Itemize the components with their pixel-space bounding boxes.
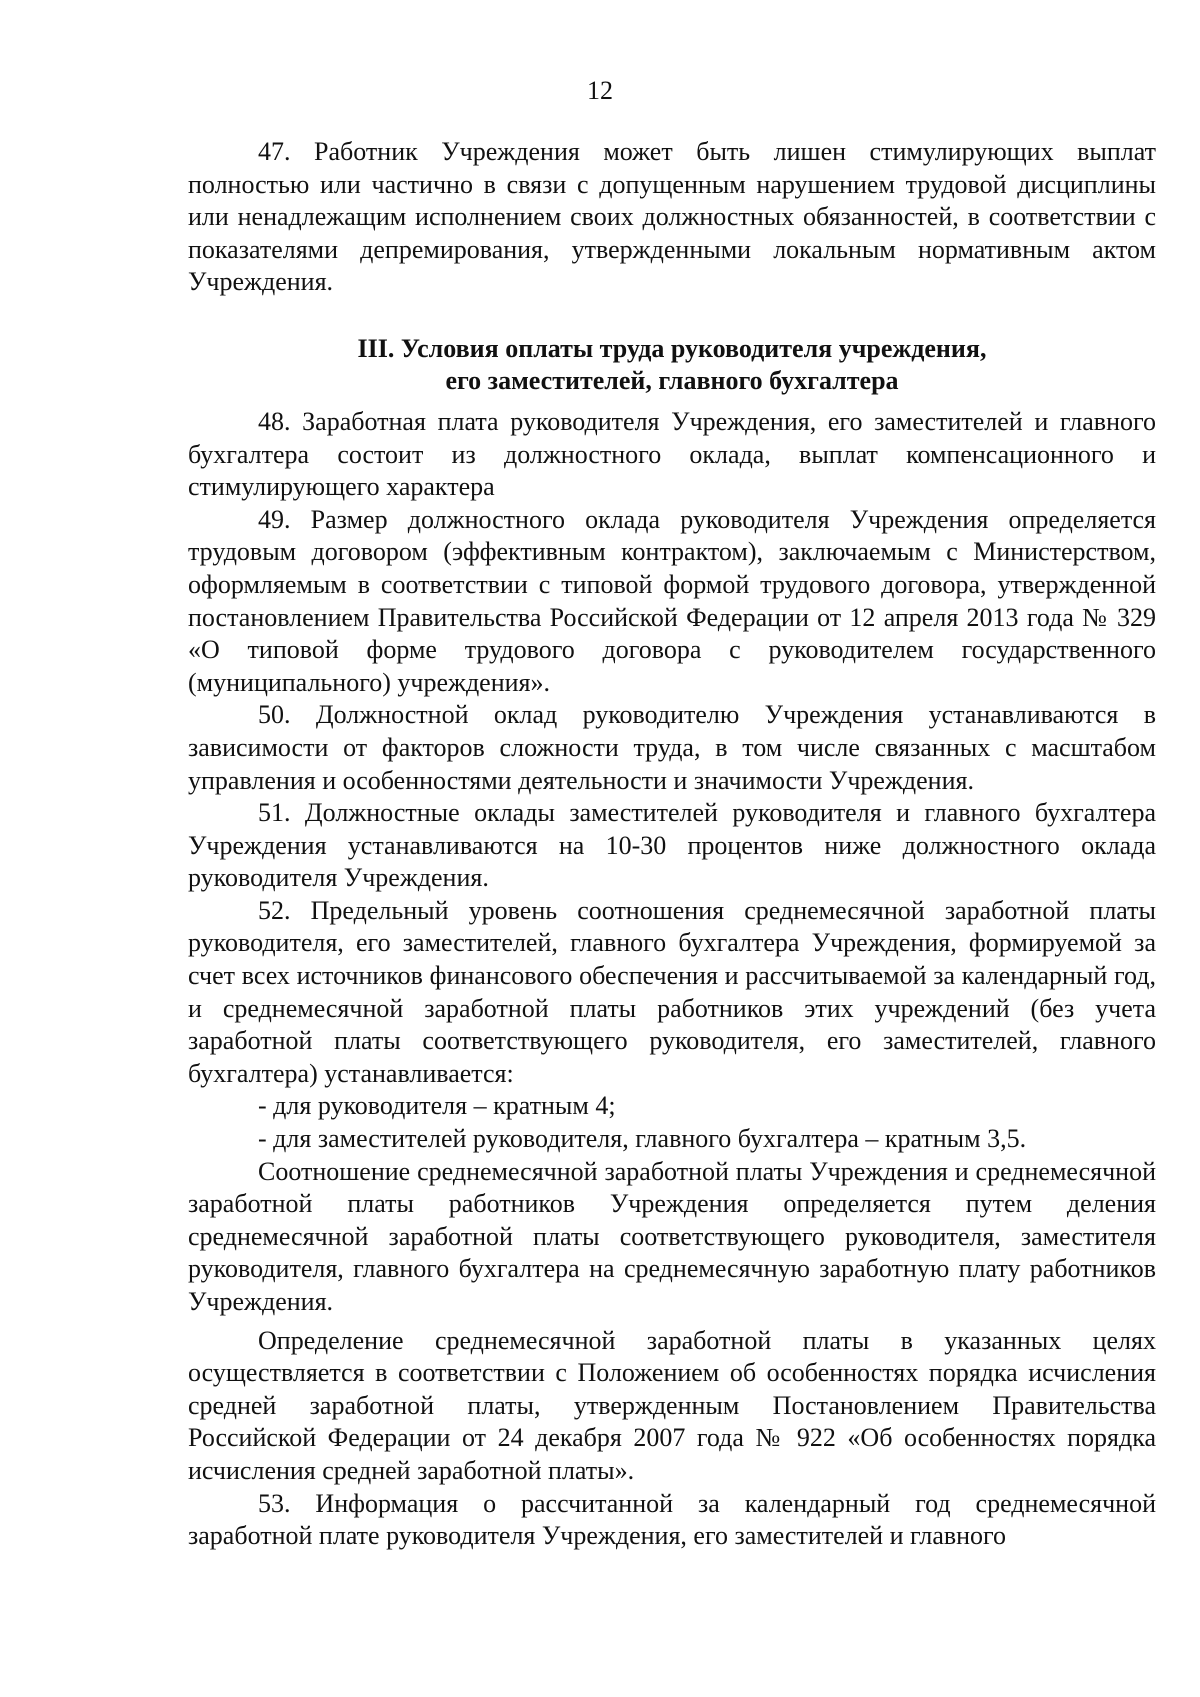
paragraph-47: 47. Работник Учреждения может быть лишен стимулирующих выплат полностью или частично в связи с допущенным нарушением трудовой дисциплины или ненадлежащим исполнением своих должностных обязанностей, в соответствии с показателями депремирования, утвержденными локальным нормативным актом Учреждения.: [188, 137, 1156, 297]
page-number: 12: [587, 76, 613, 105]
paragraph-salary-definition: Определение среднемесячной заработной платы в указанных целях осуществляется в соответствии с Положением об особенностях порядка исчисления средней заработной платы, утвержденным Постановлением Правительства Российской Федерации от 24 декабря 2007 года № 922 «Об особенностях порядка исчисления средней заработной платы».: [188, 1325, 1156, 1485]
section-title-line-1: III. Условия оплаты труда руководителя учреждения,: [357, 333, 987, 363]
document-body: [188, 136, 1156, 1553]
paragraph-52: 52. Предельный уровень соотношения среднемесячной заработной платы руководителя, его заместителей, главного бухгалтера Учреждения, формируемой за счет всех источников финансового обеспечения и рассчитываемой за календарный год, и среднемесячной заработной платы работников этих учреждений (без учета заработной платы соответствующего руководителя, его заместителей, главного бухгалтера) устанавливается:: [188, 895, 1156, 1088]
paragraph-50: 50. Должностной оклад руководителю Учреждения устанавливаются в зависимости от факторов сложности труда, в том числе связанных с масштабом управления и особенностями деятельности и значимости Учреждения.: [188, 700, 1156, 795]
paragraph-53: 53. Информация о рассчитанной за календарный год среднемесячной заработной плате руководителя Учреждения, его заместителей и главного: [188, 1488, 1156, 1551]
paragraph-48: 48. Заработная плата руководителя Учреждения, его заместителей и главного бухгалтера состоит из должностного оклада, выплат компенсационного и стимулирующего характера: [188, 406, 1156, 502]
paragraph-51: 51. Должностные оклады заместителей руководителя и главного бухгалтера Учреждения устанавливаются на 10-30 процентов ниже должностного оклада руководителя Учреждения.: [188, 798, 1156, 893]
paragraph-ratio-calculation: Соотношение среднемесячной заработной платы Учреждения и среднемесячной заработной платы работников Учреждения определяется путем деления среднемесячной заработной платы соответствующего руководителя, заместителя руководителя, главного бухгалтера на среднемесячную заработную плату работников Учреждения.: [188, 1156, 1156, 1316]
list-item-ratio-head: - для руководителя – кратным 4;: [258, 1091, 616, 1121]
paragraph-49: 49. Размер должностного оклада руководителя Учреждения определяется трудовым договором (эффективным контрактом), заключаемым с Министерством, оформляемым в соответствии с типовой формой трудового договора, утвержденной постановлением Правительства Российской Федерации от 12 апреля 2013 года № 329 «О типовой форме трудового договора с руководителем государственного (муниципального) учреждения».: [188, 504, 1156, 697]
section-heading: [188, 333, 1156, 397]
section-title-line-2: его заместителей, главного бухгалтера: [445, 365, 899, 395]
list-item-ratio-deputies: - для заместителей руководителя, главного бухгалтера – кратным 3,5.: [258, 1124, 1027, 1154]
